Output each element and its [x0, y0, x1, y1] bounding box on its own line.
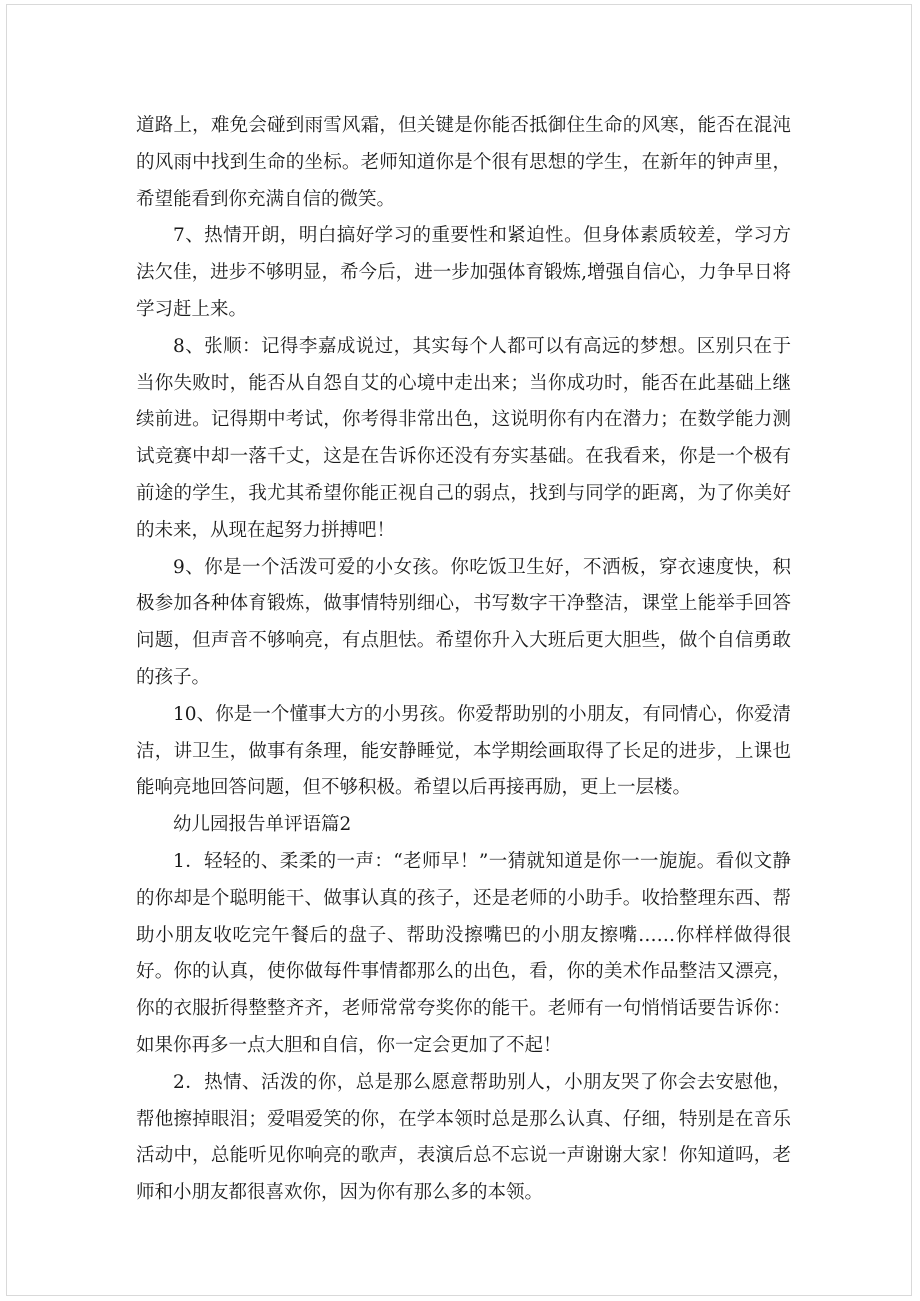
paragraph-comment-2: 2．热情、活泼的你，总是那么愿意帮助别人，小朋友哭了你会去安慰他，帮他擦掉眼泪；爱唱爱笑的你，在学本领时总是那么认真、仔细，特别是在音乐活动中，总能听见你响亮的歌声，表演后总不忘说一声谢谢大家！你知道吗，老师和小朋友都很喜欢你，因为你有那么多的本领。 [136, 1071, 791, 1204]
paragraph-comment-8: 8、张顺：记得李嘉成说过，其实每个人都可以有高远的梦想。区别只在于当你失败时，能否从自怨自艾的心境中走出来；当你成功时，能否在此基础上继续前进。记得期中考试，你考得非常出色，这说明你有内在潜力；在数学能力测试竞赛中却一落千丈，这是在告诉你还没有夯实基础。在我看来，你是一个极有前途的学生，我尤其希望你能正视自己的弱点，找到与同学的距离，为了你美好的未来，从现在起努力拼搏吧！ [136, 335, 791, 541]
paragraph-comment-7: 7、热情开朗，明白搞好学习的重要性和紧迫性。但身体素质较差，学习方法欠佳，进步不够明显，希今后，进一步加强体育锻炼,增强自信心，力争早日将学习赶上来。 [136, 225, 791, 320]
document-body [136, 108, 791, 1212]
section-heading: 幼儿园报告单评语篇2 [173, 814, 352, 836]
paragraph-continuation: 道路上，难免会碰到雨雪风霜，但关键是你能否抵御住生命的风寒，能否在混沌的风雨中找到生命的坐标。老师知道你是个很有思想的学生，在新年的钟声里，希望能看到你充满自信的微笑。 [136, 115, 791, 210]
paragraph-comment-10: 10、你是一个懂事大方的小男孩。你爱帮助别的小朋友，有同情心，你爱清洁，讲卫生，做事有条理，能安静睡觉，本学期绘画取得了长足的进步，上课也能响亮地回答问题，但不够积极。希望以后再接再励，更上一层楼。 [136, 703, 791, 799]
paragraph-comment-9: 9、你是一个活泼可爱的小女孩。你吃饭卫生好，不洒板，穿衣速度快，积极参加各种体育锻炼，做事情特别细心，书写数字干净整洁，课堂上能举手回答问题，但声音不够响亮，有点胆怯。希望你升入大班后更大胆些，做个自信勇敢的孩子。 [136, 556, 791, 688]
paragraph-comment-1: 1．轻轻的、柔柔的一声：“老师早！”一猜就知道是你一一旎旎。看似文静的你却是个聪明能干、做事认真的孩子，还是老师的小助手。收拾整理东西、帮助小朋友收吃完午餐后的盘子、帮助没擦嘴巴的小朋友擦嘴……你样样做得很好。你的认真，使你做每件事情都那么的出色，看，你的美术作品整洁又漂亮，你的衣服折得整整齐齐，老师常常夸奖你的能干。老师有一句悄悄话要告诉你：如果你再多一点大胆和自信，你一定会更加了不起！ [136, 850, 791, 1056]
